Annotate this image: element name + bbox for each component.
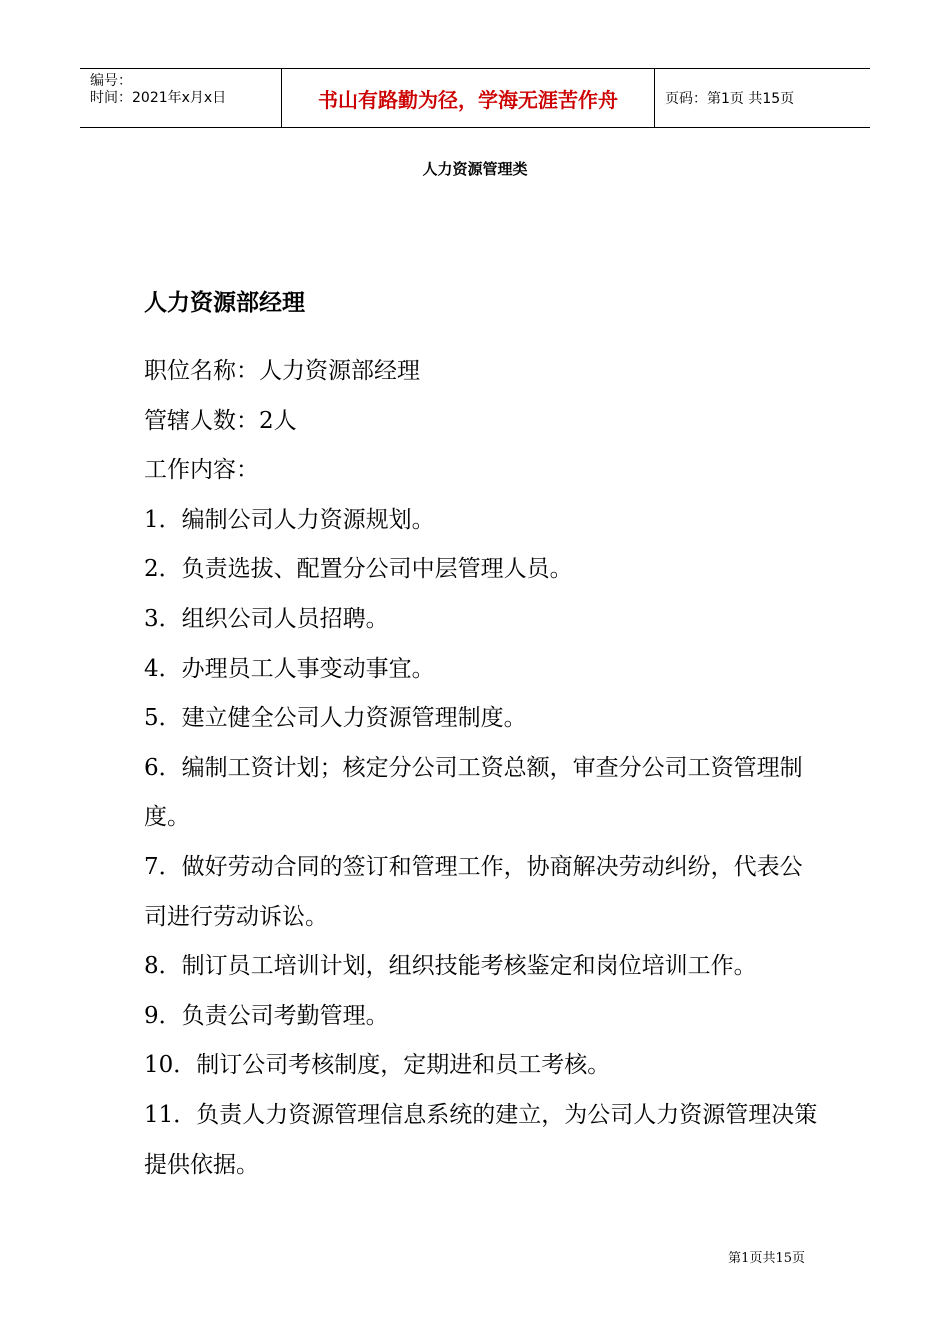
header-motto: 书山有路勤为径，学海无涯苦作舟 [282, 69, 655, 127]
document-number-label: 编号： [90, 73, 132, 89]
document-body [144, 347, 824, 1190]
content-label: 工作内容： [144, 457, 259, 484]
duty-item: 9．负责公司考勤管理。 [144, 1002, 389, 1029]
page-header [80, 68, 870, 128]
page-footer: 第1页共15页 [728, 1251, 805, 1266]
duty-item: 8．制订员工培训计划，组织技能考核鉴定和岗位培训工作。 [144, 953, 757, 980]
duty-item: 10．制订公司考核制度，定期进和员工考核。 [144, 1052, 611, 1079]
duty-item: 3．组织公司人员招聘。 [144, 605, 389, 632]
duty-item: 6．编制工资计划；核定分公司工资总额，审查分公司工资管理制度。 [144, 754, 803, 831]
duty-item: 5．建立健全公司人力资源管理制度。 [144, 705, 527, 732]
duty-item: 11．负责人力资源管理信息系统的建立，为公司人力资源管理决策提供依据。 [144, 1101, 818, 1178]
document-time-label: 时间：2021年x月x日 [90, 90, 227, 106]
section-heading: 人力资源部经理 [144, 290, 305, 316]
position-name: 职位名称：人力资源部经理 [144, 358, 420, 384]
duty-item: 7．做好劳动合同的签订和管理工作，协商解决劳动纠纷，代表公司进行劳动诉讼。 [144, 853, 803, 930]
duty-item: 4．办理员工人事变动事宜。 [144, 655, 435, 682]
duty-item: 2．负责选拔、配置分公司中层管理人员。 [144, 556, 573, 583]
header-page-number: 页码：第1页 共15页 [665, 91, 795, 107]
duty-item: 1．编制公司人力资源规划。 [144, 506, 435, 533]
headcount: 管辖人数：2人 [144, 407, 297, 434]
header-meta [80, 69, 282, 127]
document-category-title: 人力资源管理类 [422, 160, 528, 178]
